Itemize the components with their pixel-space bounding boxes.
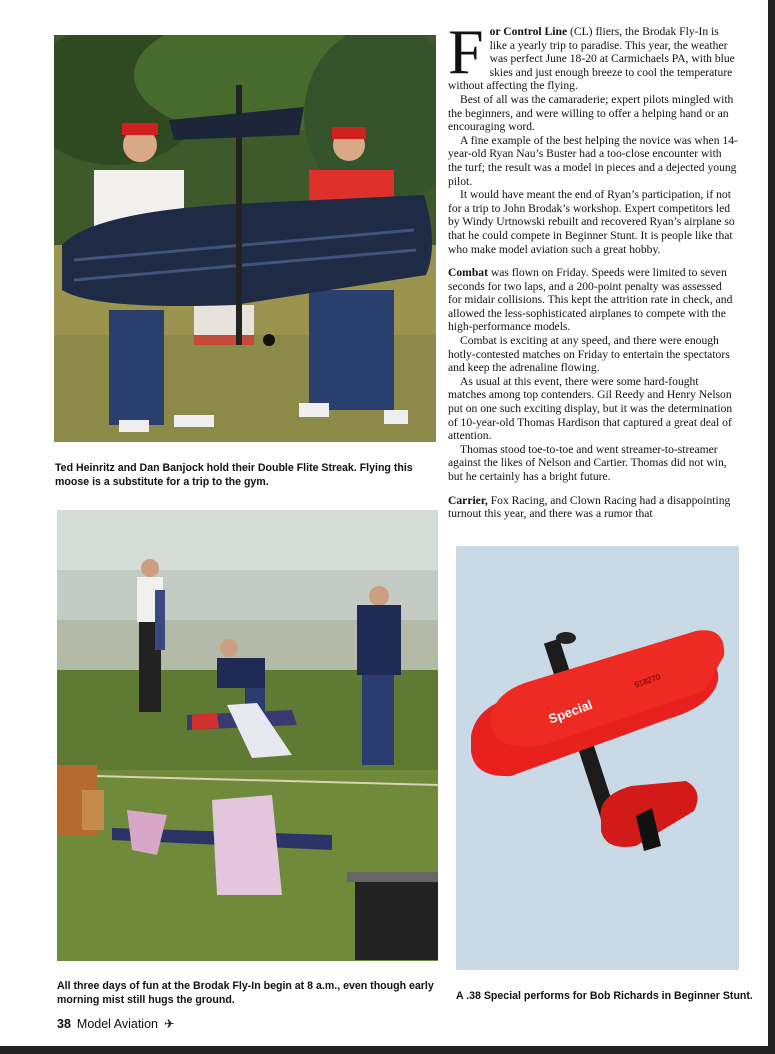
- intro-text: (CL) fliers, the Brodak Fly-In is like a yearly trip to paradise. This year, the weather was perfect June 18-20 at Carmichaels PA, with blue skies and just enough breeze to cool the temperature without affecting the flying.: [448, 25, 735, 93]
- magazine-name: Model Aviation: [76, 1017, 158, 1031]
- caption-top-photo: Ted Heinritz and Dan Banjock hold their Double Flite Streak. Flying this moose is a substitute for a trip to the gym.: [55, 462, 413, 488]
- carrier-section: [448, 494, 738, 521]
- article-paragraph: A fine example of the best helping the novice was when 14-year-old Ryan Nau’s Buster had a too-close encounter with the turf; the result was a model in pieces and a dejected young pilot.: [448, 133, 738, 188]
- combat-section: [448, 266, 738, 334]
- plane-logo-text: Special: [546, 696, 595, 727]
- article-paragraph: Thomas stood toe-to-toe and went streamer-to-streamer against the likes of Nelson and Cartier. Thomas did not win, but he certainly has a bright future.: [448, 442, 727, 483]
- plane-registration: 518270: [633, 672, 662, 690]
- photo-double-flite-streak: [54, 35, 436, 442]
- drop-cap: F: [448, 16, 484, 87]
- article-paragraph: Combat is exciting at any speed, and there were enough hotly-contested matches on Friday to entertain the spectators and keep the adrenaline flowing.: [448, 334, 730, 375]
- article-paragraph: It would have meant the end of Ryan’s participation, if not for a trip to John Brodak’s workshop. Expert competitors led by Windy Urtnowski rebuilt and recovered Ryan’s airplane so that he could compete in Beginner Stunt. It is people like that who make model aviation such a great hobby.: [448, 188, 735, 256]
- photo-38-special: [456, 546, 739, 970]
- carrier-lead: Carrier,: [448, 493, 488, 507]
- airplane-icon: ✈: [163, 1017, 175, 1031]
- article-intro: [448, 16, 738, 93]
- article-paragraph: Best of all was the camaraderie; expert pilots mingled with the beginners, and were willing to offer a helping hand or an encouraging word.: [448, 92, 734, 134]
- intro-lead: or Control Line: [489, 25, 568, 38]
- article-body: [448, 16, 738, 521]
- page-edge-bottom: [0, 1046, 775, 1054]
- page-edge-right: [768, 0, 775, 1054]
- article-paragraph: As usual at this event, there were some hard-fought matches among top contenders. Gil Reedy and Henry Nelson put on one such exciting display, but it was the determination of 10-year-old Thomas Hardison that captured a great deal of attention.: [448, 374, 733, 443]
- page-number: 38: [57, 1017, 71, 1031]
- page-folio: [57, 1016, 174, 1031]
- caption-right-photo: A .38 Special performs for Bob Richards in Beginner Stunt.: [456, 990, 753, 1002]
- carrier-text: Fox Racing, and Clown Racing had a disappointing turnout this year, and there was a rumor that: [448, 493, 731, 521]
- caption-bottom-photo: All three days of fun at the Brodak Fly-In begin at 8 a.m., even though early morning mist still hugs the ground.: [57, 980, 434, 1006]
- combat-lead: Combat: [448, 266, 488, 280]
- photo-misty-field: [57, 510, 438, 961]
- combat-text: was flown on Friday. Speeds were limited to seven seconds for two laps, and a 200-point penalty was assessed for midair collisions. This kept the attrition rate in check, and allowed the less-sophisticated airplanes to compete with the high-performance models.: [448, 266, 733, 334]
